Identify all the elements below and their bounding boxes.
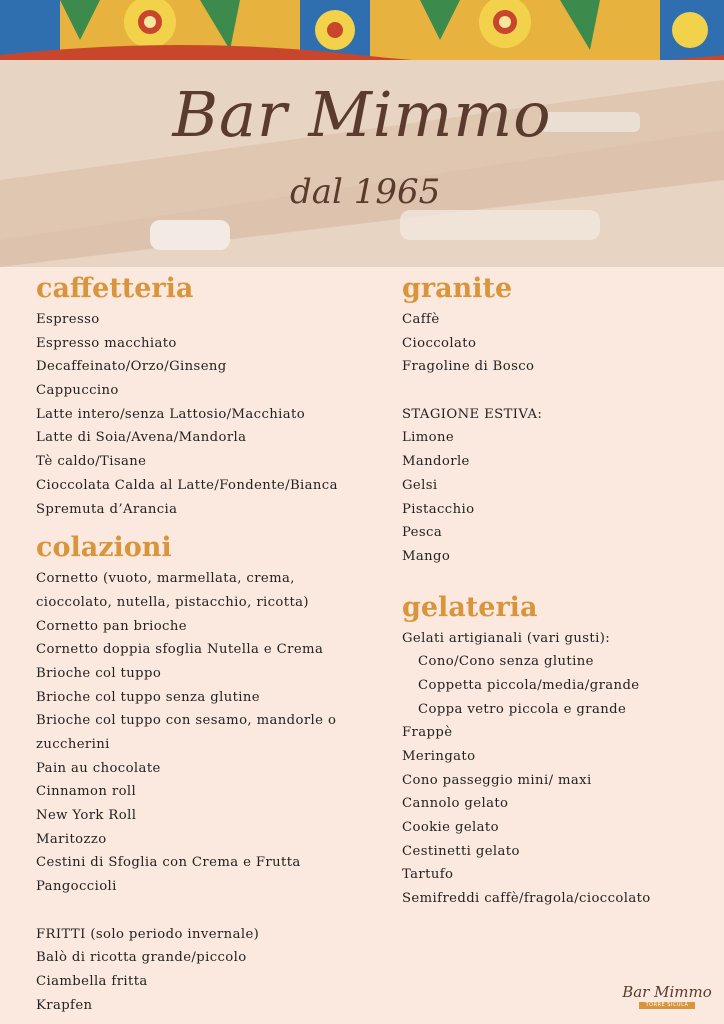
list-item: Mandorle <box>402 454 470 470</box>
list-item: New York Roll <box>36 808 137 824</box>
decorative-tile-banner <box>0 0 724 60</box>
section-title-colazioni: colazioni <box>36 532 172 564</box>
gelateria-list <box>402 627 712 911</box>
section-title-gelateria: gelateria <box>402 591 538 623</box>
right-column <box>402 270 712 911</box>
list-item: Semifreddi caffè/fragola/cioccolato <box>402 891 651 907</box>
list-item: Cioccolata Calda al Latte/Fondente/Bianca <box>36 477 338 493</box>
list-item: Latte di Soia/Avena/Mandorla <box>36 430 247 446</box>
list-item: Brioche col tuppo con sesamo, mandorle o <box>36 713 337 729</box>
section-title-granite: granite <box>402 273 513 304</box>
spacer <box>36 899 376 923</box>
list-item: Krapfen <box>36 997 93 1013</box>
list-item: Pistacchio <box>402 501 475 517</box>
fritti-label: FRITTI (solo periodo invernale) <box>36 926 260 942</box>
list-item: Maritozzo <box>36 831 107 847</box>
list-item: Pangoccioli <box>36 879 117 895</box>
list-item: Cornetto (vuoto, marmellata, crema, <box>36 571 295 587</box>
list-item: Cioccolato <box>402 335 477 351</box>
spacer <box>402 379 712 403</box>
list-item: Cookie gelato <box>402 820 499 836</box>
list-item: Coppa vetro piccola e grande <box>418 701 627 717</box>
list-item: Latte intero/senza Lattosio/Macchiato <box>36 406 306 422</box>
list-item: Cinnamon roll <box>36 784 137 800</box>
list-item: Cornetto doppia sfoglia Nutella e Crema <box>36 642 324 658</box>
list-item: Cannolo gelato <box>402 796 509 812</box>
list-item: Meringato <box>402 749 476 764</box>
list-item: Pesca <box>402 525 443 541</box>
section-title-caffetteria: caffetteria <box>36 273 194 304</box>
logo-text: Bar Mimmo <box>622 983 712 1001</box>
list-item: Tartufo <box>402 867 454 883</box>
list-item: Espresso macchiato <box>36 335 177 351</box>
list-item: Balò di ricotta grande/piccolo <box>36 950 247 966</box>
gelateria-intro: Gelati artigianali (vari gusti): <box>402 630 611 646</box>
estiva-label: STAGIONE ESTIVA: <box>402 406 543 422</box>
list-item: Brioche col tuppo <box>36 665 162 681</box>
list-item: Limone <box>402 430 455 446</box>
list-item: Decaffeinato/Orzo/Ginseng <box>36 359 227 375</box>
list-item: Cappuccino <box>36 383 119 399</box>
list-item: cioccolato, nutella, pistacchio, ricotta) <box>36 594 309 610</box>
logo-tagline: TORRE SICULA <box>639 1002 695 1009</box>
brand-subtitle: dal 1965 <box>290 172 441 212</box>
list-item: Coppetta piccola/media/grande <box>418 677 640 693</box>
left-column <box>36 270 376 1017</box>
list-item: Cestini di Sfoglia con Crema e Frutta <box>36 855 301 871</box>
list-item: Cornetto pan brioche <box>36 618 187 634</box>
list-item: Cono/Cono senza glutine <box>418 654 594 670</box>
list-item: Brioche col tuppo senza glutine <box>36 689 261 705</box>
brand-title: Bar Mimmo <box>172 78 552 151</box>
list-item: Gelsi <box>402 477 438 493</box>
list-item: zuccherini <box>36 737 110 752</box>
granite-list <box>402 308 712 569</box>
colazioni-list <box>36 567 376 1017</box>
list-item: Pain au chocolate <box>36 760 161 776</box>
list-item: Fragoline di Bosco <box>402 359 535 375</box>
footer-logo <box>622 984 712 1009</box>
list-item: Frappè <box>402 725 453 741</box>
list-item: Tè caldo/Tisane <box>36 454 147 470</box>
list-item: Mango <box>402 548 451 564</box>
list-item: Espresso <box>36 312 100 327</box>
list-item: Cono passeggio mini/ maxi <box>402 772 592 788</box>
list-item: Cestinetti gelato <box>402 843 520 859</box>
list-item: Caffè <box>402 312 440 327</box>
list-item: Spremuta d’Arancia <box>36 501 178 517</box>
hero-banner <box>0 60 724 267</box>
tile-pattern-icon <box>0 0 724 60</box>
list-item: Ciambella fritta <box>36 973 148 989</box>
caffetteria-list <box>36 308 376 521</box>
